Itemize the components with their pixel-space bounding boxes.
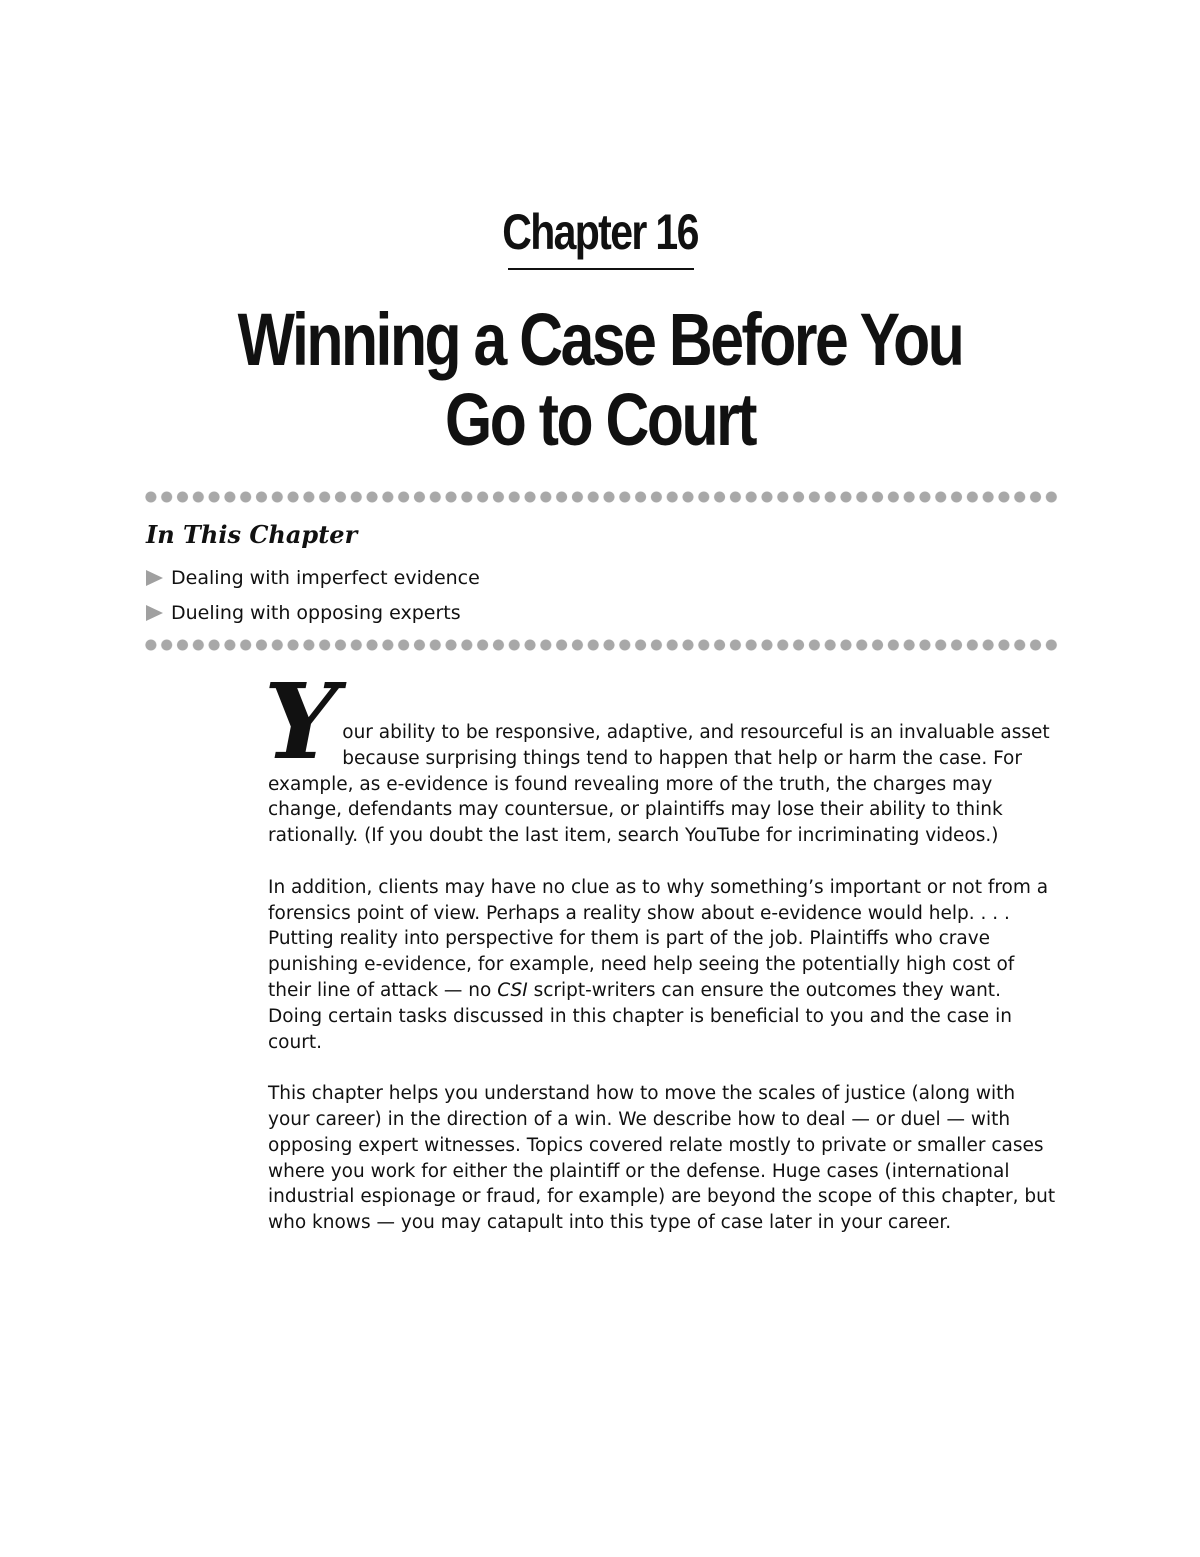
paragraph-1-text: our ability to be responsive, adaptive, and resourceful is an invaluable asset because surprising things tend to happen that help or harm the case. For example, as e-evidence is found revealing more of the truth, the charges may change, defendants may countersue, or plaintiffs may lose their ability to think rationally. (If you doubt the last item, search YouTube for incriminating videos.) <box>268 722 1050 847</box>
list-item <box>146 560 480 595</box>
list-item-text: Dueling with opposing experts <box>171 601 461 624</box>
paragraph-2-text-b: script-writers can ensure the outcomes they want. Doing certain tasks discussed in this chapter is beneficial to you and the case in court. <box>268 979 1012 1053</box>
triangle-bullet-icon <box>146 605 163 621</box>
in-this-chapter-list <box>146 560 480 630</box>
paragraph-3: This chapter helps you understand how to move the scales of justice (along with your career) in the direction of a win. We describe how to deal — or duel — with opposing expert witnesses. Topics covered relate mostly to private or smaller cases where you work for either the plaintiff or the defense. Huge cases (international industrial espionage or fraud, for example) are beyond the scope of this chapter, but who knows — you may catapult into this type of case later in your career. <box>268 1083 1056 1234</box>
paragraph-2 <box>268 875 1058 1056</box>
list-item <box>146 595 480 630</box>
dotted-divider-bottom <box>143 638 1058 652</box>
chapter-number: Chapter 16 <box>502 204 698 260</box>
chapter-underline <box>508 268 694 270</box>
drop-cap: Y <box>264 660 339 783</box>
paragraph-1 <box>264 660 1058 849</box>
chapter-title-line-2: Go to Court <box>445 378 755 461</box>
list-item-text: Dealing with imperfect evidence <box>171 566 480 589</box>
dotted-divider-top <box>143 490 1058 504</box>
chapter-intro-text <box>264 660 1058 1262</box>
triangle-bullet-icon <box>146 570 163 586</box>
paragraph-2-text-a: In addition, clients may have no clue as to why something’s important or not from a forensics point of view. Perhaps a reality show about e-evidence would help. . . . Putting reality into perspective for them is part of the job. Plaintiffs who crave punishing e-evidence, for example, need help seeing the potentially high cost of their line of attack — no <box>268 876 1049 1001</box>
chapter-title <box>190 300 1010 460</box>
in-this-chapter-heading: In This Chapter <box>146 520 358 549</box>
chapter-title-line-1: Winning a Case Before You <box>237 298 963 381</box>
csi-reference: CSI <box>497 979 528 1001</box>
